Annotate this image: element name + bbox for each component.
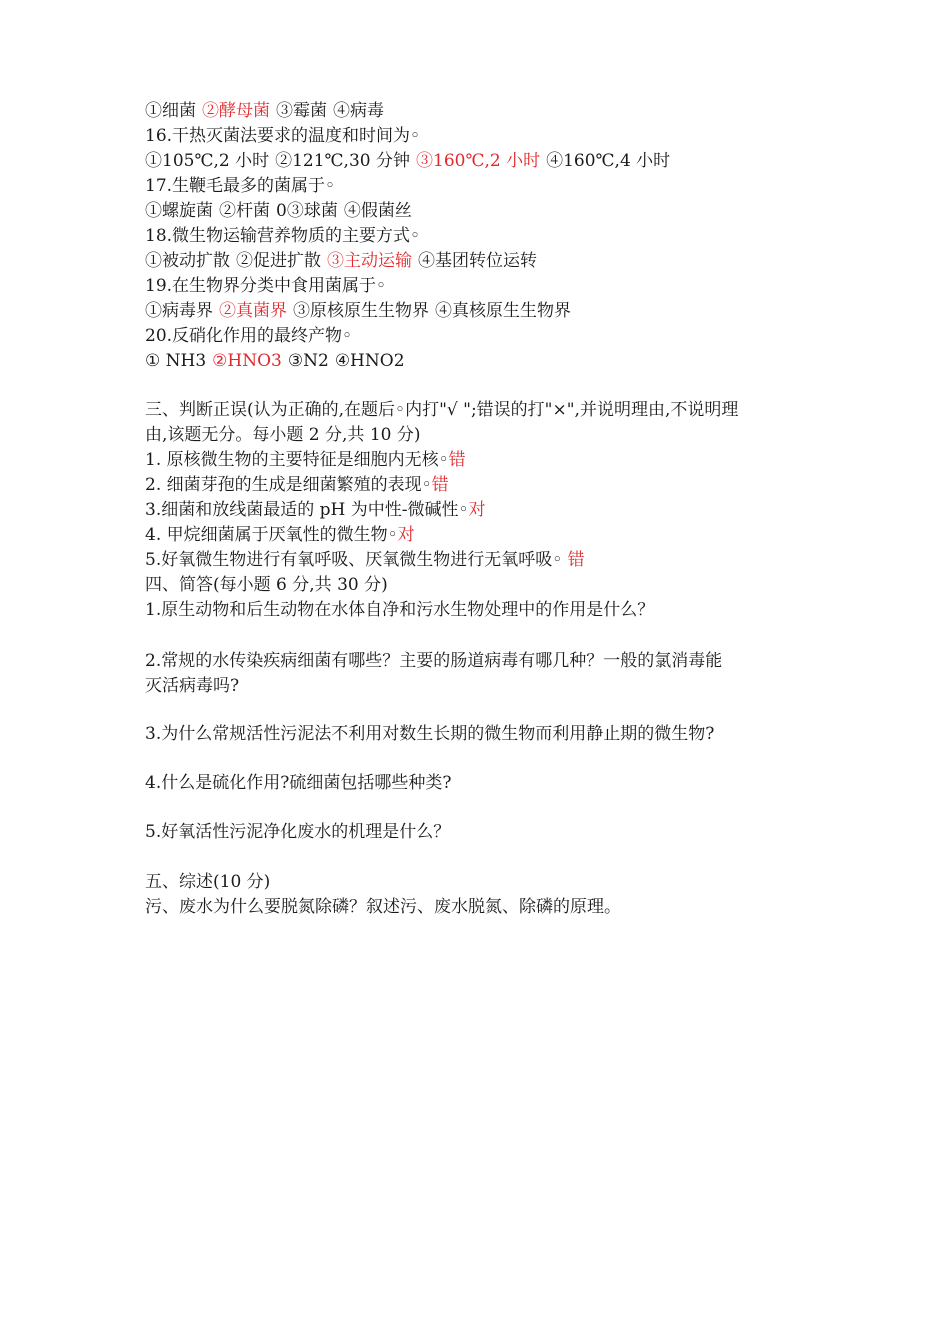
tf-item-answer: 错: [567, 550, 585, 570]
tf-item-1: [145, 448, 466, 472]
q18-option-1: ①被动扩散: [145, 251, 230, 271]
q18-option-2: ②促进扩散: [236, 251, 321, 271]
q19-option-1: ①病毒界: [145, 301, 213, 321]
tf-item-answer: 对: [468, 500, 486, 520]
q15-option-1: ①细菌: [145, 101, 196, 121]
q18-options: [145, 249, 537, 273]
section4-heading: 四、简答(每小题 6 分,共 30 分): [145, 575, 388, 595]
tf-item-2: [145, 473, 449, 497]
q18-option-4: ④基团转位运转: [418, 251, 537, 271]
q17-option-1: ①螺旋菌: [145, 201, 213, 221]
q17-option-4: ④假菌丝: [343, 201, 412, 221]
q17-question: 17.生鞭毛最多的菌属于◦: [145, 176, 336, 196]
q19-options: [145, 299, 571, 323]
tf-item-text: 3.细菌和放线菌最适的 pH 为中性-微碱性◦: [145, 500, 469, 520]
short-answer-q2-line1: 2.常规的水传染疾病细菌有哪些？主要的肠道病毒有哪几种？一般的氯消毒能: [145, 651, 723, 671]
tf-item-answer: 错: [448, 450, 466, 470]
q20-options: [145, 349, 405, 373]
q16-question: 16.干热灭菌法要求的温度和时间为◦: [145, 126, 421, 146]
section3-heading-line1: 三、判断正误(认为正确的,在题后◦内打"√ ";错误的打"×",并说明理由,不说明理: [145, 400, 739, 420]
q19-option-2-answer: ②真菌界: [219, 301, 287, 321]
q16-options: [145, 149, 670, 173]
q17-options: [145, 199, 412, 223]
q16-option-2: ②121℃,30 分钟: [275, 151, 410, 171]
short-answer-q3: 3.为什么常规活性污泥法不利用对数生长期的微生物而利用静止期的微生物?: [145, 724, 715, 744]
q15-option-4: ④病毒: [333, 101, 384, 121]
q20-option-2-answer: ②HNO3: [212, 351, 282, 371]
q19-option-4: ④真核原生生物界: [435, 301, 571, 321]
tf-item-text: 5.好氧微生物进行有氧呼吸、厌氧微生物进行无氧呼吸◦: [145, 550, 568, 570]
short-answer-q5: 5.好氧活性污泥净化废水的机理是什么？: [145, 822, 451, 842]
q17-option-3: 0③球菌: [276, 201, 338, 221]
short-answer-q1: 1.原生动物和后生动物在水体自净和污水生物处理中的作用是什么？: [145, 600, 655, 620]
q20-option-3: ③N2: [287, 351, 329, 371]
tf-item-text: 4. 甲烷细菌属于厌氧性的微生物◦: [145, 525, 398, 545]
q18-option-3-answer: ③主动运输: [327, 251, 412, 271]
essay-question: 污、废水为什么要脱氮除磷？叙述污、废水脱氮、除磷的原理。: [145, 897, 621, 917]
q18-question: 18.微生物运输营养物质的主要方式◦: [145, 226, 421, 246]
q15-option-3: ③霉菌: [276, 101, 327, 121]
q20-question: 20.反硝化作用的最终产物◦: [145, 326, 353, 346]
tf-item-4: [145, 523, 415, 547]
section3-heading-line2: 由,该题无分。每小题 2 分,共 10 分): [145, 425, 421, 445]
tf-item-text: 2. 细菌芽孢的生成是细菌繁殖的表现◦: [145, 475, 432, 495]
q16-option-4: ④160℃,4 小时: [546, 151, 671, 171]
q16-option-1: ①105℃,2 小时: [145, 151, 270, 171]
q16-option-3-answer: ③160℃,2 小时: [416, 151, 541, 171]
tf-item-5: [145, 548, 585, 572]
q15-options: [145, 99, 384, 123]
q17-option-2: ②杆菌: [219, 201, 270, 221]
q20-option-1: ① NH3: [145, 351, 207, 371]
section5-heading: 五、综述(10 分): [145, 872, 271, 892]
q19-question: 19.在生物界分类中食用菌属于◦: [145, 276, 387, 296]
q20-option-4: ④HNO2: [334, 351, 405, 371]
q19-option-3: ③原核原生生物界: [293, 301, 429, 321]
tf-item-answer: 对: [397, 525, 415, 545]
short-answer-q2-line2: 灭活病毒吗?: [145, 676, 240, 696]
tf-item-3: [145, 498, 486, 522]
q15-option-2-answer: ②酵母菌: [202, 101, 270, 121]
tf-item-answer: 错: [431, 475, 449, 495]
tf-item-text: 1. 原核微生物的主要特征是细胞内无核◦: [145, 450, 449, 470]
short-answer-q4: 4.什么是硫化作用?硫细菌包括哪些种类?: [145, 773, 452, 793]
